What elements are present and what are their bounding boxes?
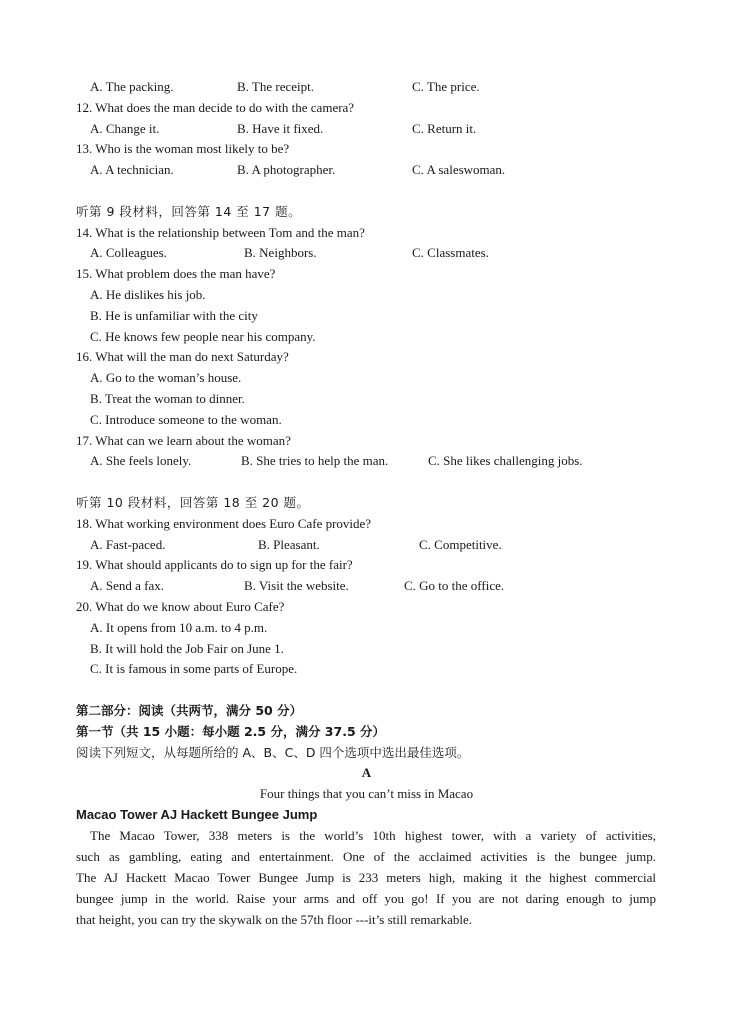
q16-option-a: A. Go to the woman’s house.: [90, 370, 242, 385]
q12-option-b: B. Have it fixed.: [237, 121, 324, 136]
paragraph-line-2: such as gambling, eating and entertainment. One of the acclaimed activities is the bungee jump.: [76, 849, 656, 864]
q15-option-a: A. He dislikes his job.: [90, 287, 206, 302]
q13-option-b: B. A photographer.: [237, 162, 336, 177]
q18-question: 18. What working environment does Euro Cafe provide?: [76, 516, 372, 531]
part-2-heading: 第二部分：阅读（共两节，满分 50 分）: [76, 703, 303, 718]
q16-question: 16. What will the man do next Saturday?: [76, 349, 289, 364]
paragraph-line-5: that height, you can try the skywalk on the 57th floor ---it’s still remarkable.: [76, 912, 473, 927]
q14-option-c: C. Classmates.: [412, 245, 489, 260]
q17-option-c: C. She likes challenging jobs.: [428, 453, 583, 468]
q20-question: 20. What do we know about Euro Cafe?: [76, 599, 285, 614]
q11-option-a: A. The packing.: [90, 79, 174, 94]
q11-option-b: B. The receipt.: [237, 79, 315, 94]
q19-option-c: C. Go to the office.: [404, 578, 505, 593]
q16-option-b: B. Treat the woman to dinner.: [90, 391, 245, 406]
q19-question: 19. What should applicants do to sign up for the fair?: [76, 557, 353, 572]
paragraph-line-1: The Macao Tower, 338 meters is the world’s 10th highest tower, with a variety of activities,: [90, 828, 656, 843]
q14-option-b: B. Neighbors.: [244, 245, 317, 260]
q18-option-c: C. Competitive.: [419, 537, 502, 552]
q20-option-b: B. It will hold the Job Fair on June 1.: [90, 641, 284, 656]
q13-option-a: A. A technician.: [90, 162, 174, 177]
section-10-heading: 听第 10 段材料，回答第 18 至 20 题。: [76, 495, 310, 510]
q16-option-c: C. Introduce someone to the woman.: [90, 412, 282, 427]
q17-option-a: A. She feels lonely.: [90, 453, 192, 468]
q19-option-a: A. Send a fax.: [90, 578, 165, 593]
paragraph-line-3: The AJ Hackett Macao Tower Bungee Jump is 233 meters high, making it the highest commercial: [76, 870, 656, 885]
q20-option-c: C. It is famous in some parts of Europe.: [90, 661, 298, 676]
q14-question: 14. What is the relationship between Tom and the man?: [76, 225, 365, 240]
q11-option-c: C. The price.: [412, 79, 480, 94]
passage-subtitle: Macao Tower AJ Hackett Bungee Jump: [76, 807, 318, 822]
q20-option-a: A. It opens from 10 a.m. to 4 p.m.: [90, 620, 268, 635]
q15-option-c: C. He knows few people near his company.: [90, 329, 316, 344]
section-9-heading: 听第 9 段材料，回答第 14 至 17 题。: [76, 204, 302, 219]
q17-option-b: B. She tries to help the man.: [241, 453, 389, 468]
passage-title: Four things that you can’t miss in Macao: [259, 786, 474, 801]
section-1-heading: 第一节（共 15 小题：每小题 2.5 分，满分 37.5 分）: [76, 724, 385, 739]
q13-option-c: C. A saleswoman.: [412, 162, 506, 177]
paragraph-line-4: bungee jump in the world. Raise your arms and off you go! If you are not daring enough to jump: [76, 891, 656, 906]
q18-option-a: A. Fast-paced.: [90, 537, 166, 552]
q12-option-a: A. Change it.: [90, 121, 160, 136]
reading-instruction: 阅读下列短文，从每题所给的 A、B、C、D 四个选项中选出最佳选项。: [76, 745, 470, 760]
q15-option-b: B. He is unfamiliar with the city: [90, 308, 258, 323]
passage-letter: A: [361, 765, 372, 780]
q15-question: 15. What problem does the man have?: [76, 266, 276, 281]
q12-option-c: C. Return it.: [412, 121, 477, 136]
q14-option-a: A. Colleagues.: [90, 245, 167, 260]
q17-question: 17. What can we learn about the woman?: [76, 433, 291, 448]
q18-option-b: B. Pleasant.: [258, 537, 320, 552]
q12-question: 12. What does the man decide to do with the camera?: [76, 100, 355, 115]
q13-question: 13. Who is the woman most likely to be?: [76, 141, 290, 156]
q19-option-b: B. Visit the website.: [244, 578, 349, 593]
